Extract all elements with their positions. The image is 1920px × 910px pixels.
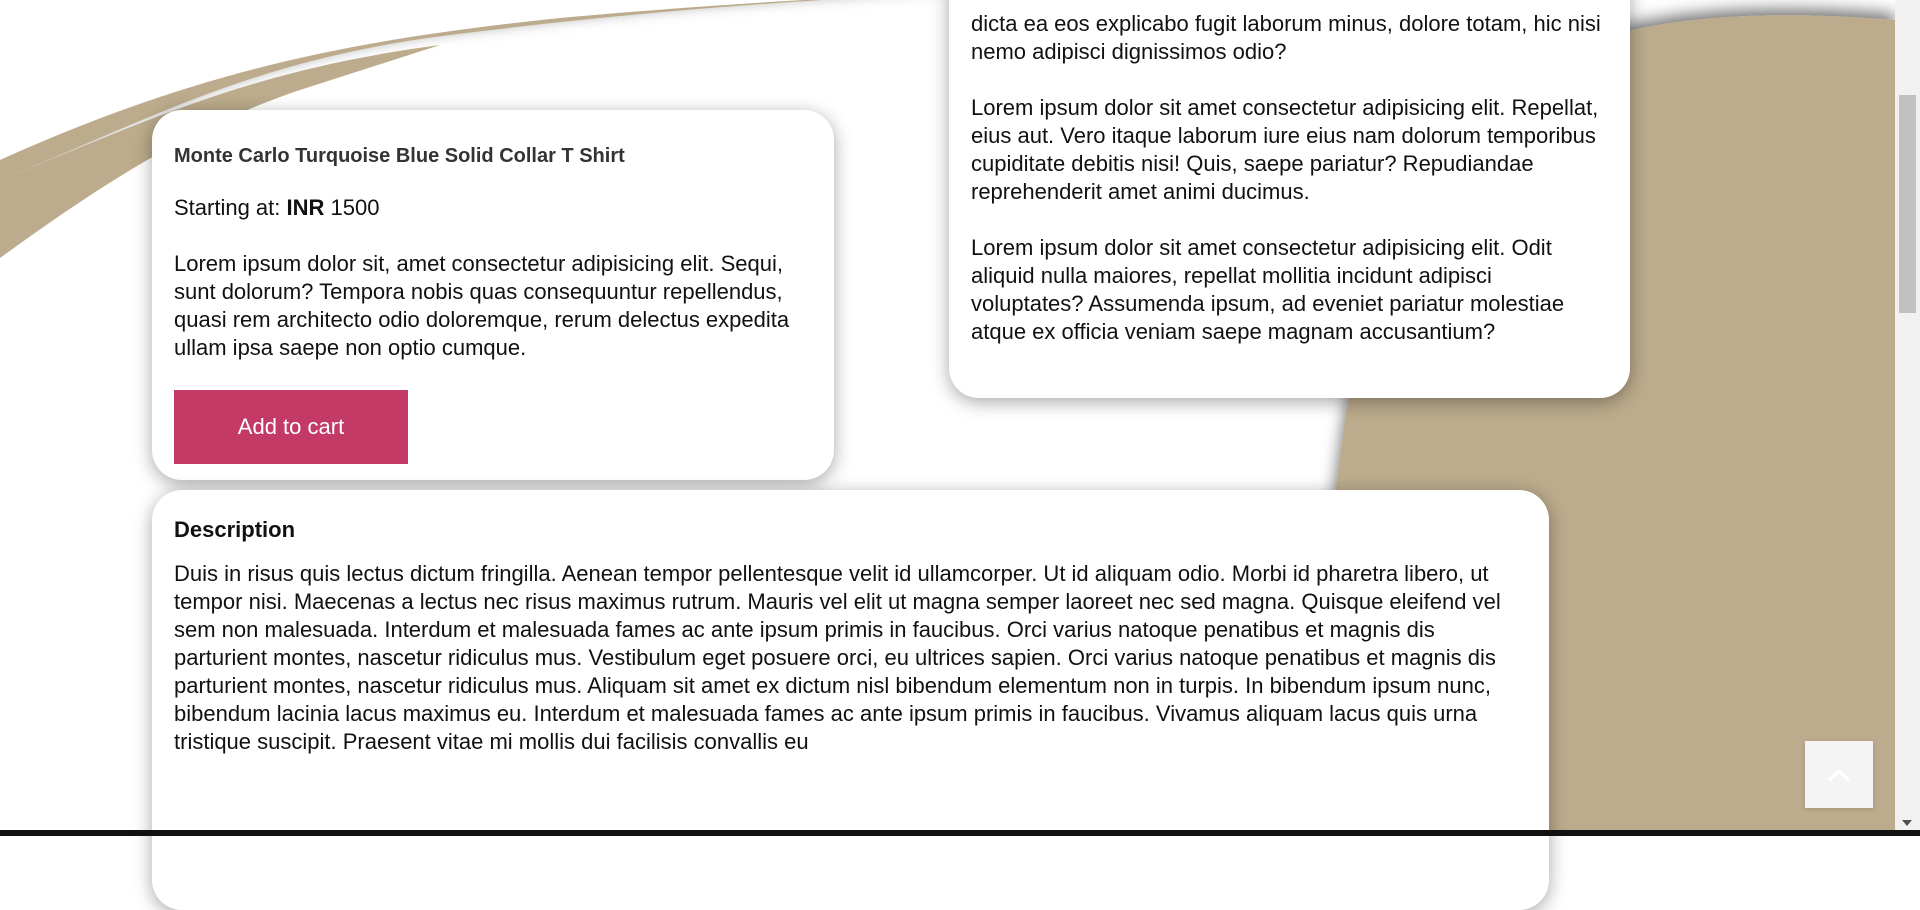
- product-card: [152, 110, 834, 480]
- chevron-up-icon: [1826, 767, 1852, 783]
- description-heading: Description: [174, 517, 296, 542]
- price-value: 1500: [324, 195, 380, 220]
- info-paragraph: Lorem ipsum dolor sit amet consectetur adipisicing elit. Repellat, eius aut. Vero itaque laborum iure eius nam dolorum temporibus cupiditate debitis nisi! Quis, saepe pariatur? Repudiandae reprehenderit amet animi ducimus.: [971, 95, 1599, 204]
- product-summary: Lorem ipsum dolor sit, amet consectetur adipisicing elit. Sequi, sunt dolorum? Tempora nobis quas consequuntur repellendus, quasi rem architecto odio doloremque, rerum delectus expedita ullam ipsa saepe non optio cumque.: [174, 251, 790, 360]
- product-price: [174, 194, 812, 222]
- bottom-bar: [0, 830, 1920, 836]
- back-to-top-button[interactable]: [1805, 741, 1873, 808]
- scroll-down-arrow-icon[interactable]: [1902, 820, 1912, 826]
- description-card: [152, 490, 1549, 910]
- info-paragraph: Lorem ipsum dolor sit amet consectetur adipisicing elit. Odit aliquid nulla maiores, repellat mollitia incidunt adipisci voluptates? Assumenda ipsum, ad eveniet pariatur molestiae atque ex officia veniam saepe magnam accusantium?: [971, 235, 1565, 344]
- info-paragraph: dicta ea eos explicabo fugit laborum minus, dolore totam, hic nisi nemo adipisci dignissimos odio?: [971, 11, 1601, 64]
- scrollbar[interactable]: [1895, 0, 1920, 830]
- info-card: [949, 0, 1630, 398]
- price-label: Starting at:: [174, 195, 287, 220]
- price-currency: INR: [286, 195, 325, 220]
- add-to-cart-button[interactable]: Add to cart: [174, 390, 408, 464]
- description-text: Duis in risus quis lectus dictum fringilla. Aenean tempor pellentesque velit id ullamcorper. Ut id aliquam odio. Morbi id pharetra libero, ut tempor nisi. Maecenas a lectus nec risus maximus rutrum. Mauris vel elit ut magna semper laoreet nec sed magna. Quisque eleifend vel sem non malesuada. Interdum et malesuada fames ac ante ipsum primis in faucibus. Orci varius natoque penatibus et magnis dis parturient montes, nascetur ridiculus mus. Vestibulum eget posuere orci, eu ultrices sapien. Orci varius natoque penatibus et magnis dis parturient montes, nascetur ridiculus mus. Aliquam sit amet ex dictum nisl bibendum elementum non in turpis. In bibendum ipsum nunc, bibendum lacinia lacus maximus eu. Interdum et malesuada fames ac ante ipsum primis in faucibus. Vivamus aliquam lacus quis urna tristique suscipit. Praesent vitae mi mollis dui facilisis convallis eu: [174, 561, 1501, 754]
- scrollbar-thumb[interactable]: [1899, 95, 1916, 313]
- product-title: Monte Carlo Turquoise Blue Solid Collar T Shirt: [174, 145, 625, 167]
